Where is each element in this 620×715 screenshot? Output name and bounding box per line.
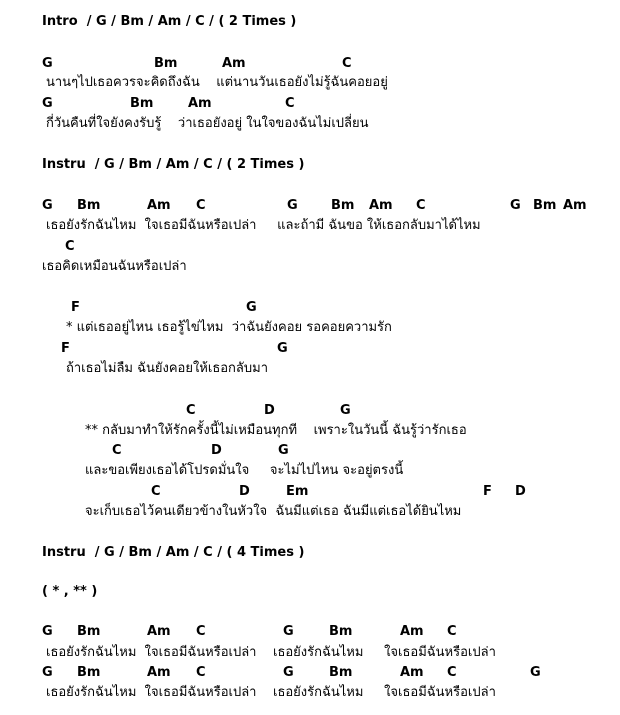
chord: Am [400, 665, 424, 680]
chord: C [65, 239, 75, 254]
chord: G [42, 624, 53, 639]
chord: G [277, 341, 288, 356]
chord: Bm [77, 198, 101, 213]
chord: Am [400, 624, 424, 639]
chord: C [196, 665, 206, 680]
chord: F [61, 341, 70, 356]
chord: G [283, 665, 294, 680]
chord: G [278, 443, 289, 458]
chord: G [246, 300, 257, 315]
chord: Bm [329, 665, 353, 680]
chord: F [483, 484, 492, 499]
chord: C [196, 624, 206, 639]
lyric-line: เธอยังรักฉันไหม ใจเธอมีฉันหรือเปล่า เธอยังรักฉันไหม ใจเธอมีฉันหรือเปล่า [46, 645, 496, 660]
intro-line: Intro / G / Bm / Am / C / ( 2 Times ) [42, 14, 297, 29]
chord: G [510, 198, 521, 213]
chord: Am [563, 198, 587, 213]
chord: G [42, 198, 53, 213]
chord: Bm [329, 624, 353, 639]
chord: C [342, 56, 352, 71]
chord: C [447, 665, 457, 680]
chord: Am [147, 665, 171, 680]
chord: G [42, 96, 53, 111]
chord: Am [147, 624, 171, 639]
instru-line: Instru / G / Bm / Am / C / ( 2 Times ) [42, 157, 305, 172]
chord: D [264, 403, 275, 418]
chord: D [211, 443, 222, 458]
chord: D [515, 484, 526, 499]
chord: C [416, 198, 426, 213]
chord: Am [188, 96, 212, 111]
lyric-line: เธอยังรักฉันไหม ใจเธอมีฉันหรือเปล่า และถ้ามี ฉันขอ ให้เธอกลับมาได้ไหม [46, 218, 481, 233]
lyric-line: * แต่เธออยู่ไหน เธอรู้ไข่ไหม ว่าฉันยังคอย รอคอยความรัก [66, 320, 392, 335]
chord: C [112, 443, 122, 458]
chord: C [186, 403, 196, 418]
chord: Bm [77, 665, 101, 680]
chord: Am [369, 198, 393, 213]
lyric-line: เธอยังรักฉันไหม ใจเธอมีฉันหรือเปล่า เธอยังรักฉันไหม ใจเธอมีฉันหรือเปล่า [46, 685, 496, 700]
lyric-line: จะเก็บเธอไว้คนเดียวข้างในหัวใจ ฉันมีแต่เธอ ฉันมีแต่เธอได้ยินไหม [85, 504, 462, 519]
chord: F [71, 300, 80, 315]
chord: Bm [154, 56, 178, 71]
chord: C [196, 198, 206, 213]
chord: G [42, 665, 53, 680]
lyric-line: ถ้าเธอไม่ลืม ฉันยังคอยให้เธอกลับมา [66, 361, 269, 376]
chord: Bm [533, 198, 557, 213]
chord: Bm [331, 198, 355, 213]
repeat-marker: ( * , ** ) [42, 584, 98, 599]
instru-line: Instru / G / Bm / Am / C / ( 4 Times ) [42, 545, 305, 560]
chord: C [447, 624, 457, 639]
lyric-line: เธอคิดเหมือนฉันหรือเปล่า [42, 259, 187, 274]
lyric-line: กี่วันคืนที่ใจยังคงรับรู้ ว่าเธอยังอยู่ ในใจของฉันไม่เปลี่ยน [46, 116, 369, 131]
chord: Am [147, 198, 171, 213]
chord: Bm [77, 624, 101, 639]
chord: G [287, 198, 298, 213]
chord: C [285, 96, 295, 111]
lyric-line: ** กลับมาทำให้รักครั้งนี้ไม่เหมือนทุกที เพราะในวันนี้ ฉันรู้ว่ารักเธอ [85, 423, 467, 438]
chord: G [42, 56, 53, 71]
chord: G [283, 624, 294, 639]
chord: Em [286, 484, 309, 499]
chord: G [530, 665, 541, 680]
chord: D [239, 484, 250, 499]
chord: G [340, 403, 351, 418]
chord: Bm [130, 96, 154, 111]
chord: C [151, 484, 161, 499]
lyric-line: นานๆไปเธอควรจะคิดถึงฉัน แต่นานวันเธอยังไม่รู้ฉันคอยอยู่ [46, 75, 388, 90]
chord: Am [222, 56, 246, 71]
lyric-line: และขอเพียงเธอได้โปรดมั่นใจ จะไม่ไปไหน จะอยู่ตรงนี้ [85, 463, 404, 478]
